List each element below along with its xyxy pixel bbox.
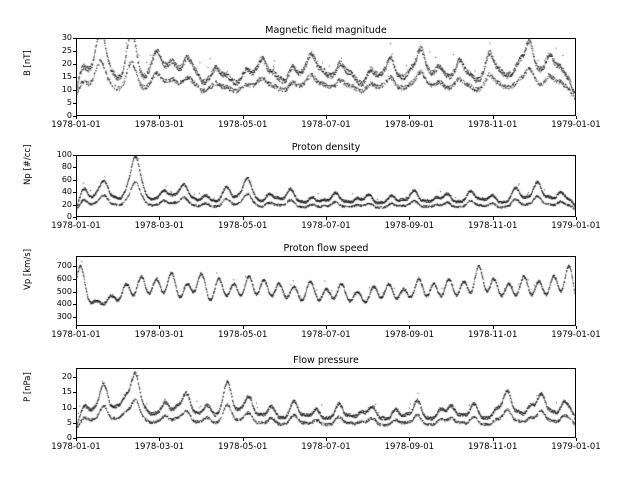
y-tick-label: 15	[61, 387, 72, 397]
x-tick-label: 1978-07-01	[301, 221, 351, 231]
y-tick-label: 0	[66, 111, 72, 120]
x-tick-label: 1978-01-01	[51, 330, 101, 340]
y-tick-mark	[73, 423, 76, 424]
x-tick-label: 1978-03-01	[134, 330, 185, 340]
x-tick-mark	[576, 217, 577, 220]
x-tick-label: 1978-01-01	[51, 221, 101, 231]
x-tick-mark	[76, 217, 77, 220]
x-tick-mark	[159, 217, 160, 220]
y-tick-mark	[73, 180, 76, 181]
y-tick-mark	[73, 292, 76, 293]
x-tick-label: 1978-01-01	[51, 120, 101, 130]
x-tick-label: 1979-01-01	[551, 442, 601, 452]
y-tick-label: 30	[61, 33, 72, 42]
x-tick-mark	[243, 116, 244, 119]
y-tick-mark	[73, 377, 76, 378]
y-tick-label: 20	[61, 199, 72, 209]
x-tick-mark	[159, 326, 160, 329]
x-tick-label: 1978-11-01	[467, 330, 518, 340]
panel-title: Proton density	[291, 142, 361, 153]
x-tick-mark	[326, 326, 327, 329]
x-tick-label: 1978-05-01	[217, 330, 268, 340]
panel-title: Flow pressure	[293, 355, 359, 366]
y-tick-mark	[73, 205, 76, 206]
x-tick-label: 1978-03-01	[134, 120, 185, 130]
y-tick-label: 15	[61, 72, 72, 81]
y-tick-label: 700	[56, 261, 72, 271]
x-tick-mark	[326, 438, 327, 441]
x-tick-label: 1978-01-01	[51, 442, 101, 452]
y-tick-mark	[73, 266, 76, 267]
x-tick-mark	[409, 438, 410, 441]
x-tick-label: 1978-11-01	[467, 442, 518, 452]
y-tick-label: 5	[66, 417, 72, 427]
x-tick-mark	[576, 326, 577, 329]
x-tick-mark	[409, 217, 410, 220]
x-tick-label: 1978-03-01	[134, 442, 185, 452]
y-tick-mark	[73, 51, 76, 52]
y-tick-label: 600	[56, 273, 72, 283]
x-tick-label: 1978-09-01	[384, 120, 435, 130]
x-tick-mark	[76, 326, 77, 329]
x-tick-label: 1978-07-01	[301, 120, 351, 130]
x-tick-mark	[159, 116, 160, 119]
y-tick-mark	[73, 192, 76, 193]
x-tick-label: 1978-07-01	[301, 442, 351, 452]
y-tick-mark	[73, 408, 76, 409]
y-tick-label: 40	[61, 187, 72, 197]
panel-magnetic-field-magnitude	[76, 25, 576, 116]
x-tick-mark	[409, 326, 410, 329]
x-tick-label: 1978-05-01	[217, 221, 268, 231]
data-points	[76, 368, 576, 438]
y-tick-label: 400	[56, 299, 72, 309]
y-tick-label: 500	[56, 286, 72, 296]
y-tick-mark	[73, 317, 76, 318]
x-tick-label: 1979-01-01	[551, 330, 601, 340]
y-tick-label: 10	[61, 402, 72, 412]
y-tick-mark	[73, 279, 76, 280]
y-tick-mark	[73, 167, 76, 168]
x-tick-mark	[493, 438, 494, 441]
x-tick-mark	[243, 217, 244, 220]
x-tick-mark	[76, 438, 77, 441]
y-tick-label: 0	[66, 212, 72, 221]
y-tick-mark	[73, 90, 76, 91]
panel-title: Magnetic field magnitude	[265, 25, 387, 36]
x-tick-mark	[576, 438, 577, 441]
x-tick-mark	[409, 116, 410, 119]
panel-title: Proton flow speed	[283, 243, 369, 254]
x-tick-mark	[76, 116, 77, 119]
x-tick-label: 1978-05-01	[217, 120, 268, 130]
x-tick-mark	[493, 326, 494, 329]
panel-flow-pressure	[76, 355, 576, 438]
x-tick-label: 1978-11-01	[467, 221, 518, 231]
y-tick-mark	[73, 64, 76, 65]
data-points	[76, 155, 576, 217]
y-tick-mark	[73, 77, 76, 78]
y-tick-mark	[73, 38, 76, 39]
y-tick-label: 300	[56, 312, 72, 322]
y-tick-label: 100	[56, 150, 72, 159]
x-tick-mark	[493, 116, 494, 119]
x-tick-mark	[493, 217, 494, 220]
y-tick-label: 0	[66, 433, 72, 442]
y-tick-label: 10	[61, 85, 72, 94]
y-tick-label: 20	[61, 59, 72, 68]
x-tick-label: 1978-11-01	[467, 120, 518, 130]
x-tick-label: 1978-09-01	[384, 442, 435, 452]
x-tick-mark	[243, 438, 244, 441]
x-tick-label: 1978-09-01	[384, 221, 435, 231]
x-tick-mark	[326, 116, 327, 119]
y-tick-label: 60	[61, 174, 72, 184]
y-tick-label: 25	[61, 46, 72, 55]
x-tick-mark	[326, 217, 327, 220]
y-tick-label: 80	[61, 162, 72, 172]
data-points	[76, 38, 576, 116]
x-tick-label: 1978-09-01	[384, 330, 435, 340]
x-tick-label: 1979-01-01	[551, 120, 601, 130]
y-tick-mark	[73, 304, 76, 305]
x-tick-label: 1978-05-01	[217, 442, 268, 452]
y-tick-label: 5	[66, 98, 72, 107]
x-tick-label: 1979-01-01	[551, 221, 601, 231]
panel-proton-density	[76, 142, 576, 217]
x-tick-label: 1978-03-01	[134, 221, 185, 231]
data-points	[76, 256, 576, 326]
x-tick-mark	[159, 438, 160, 441]
y-tick-mark	[73, 103, 76, 104]
panel-proton-flow-speed	[76, 243, 576, 326]
x-tick-mark	[243, 326, 244, 329]
y-tick-mark	[73, 155, 76, 156]
x-tick-mark	[576, 116, 577, 119]
y-tick-mark	[73, 392, 76, 393]
y-tick-label: 20	[61, 372, 72, 382]
figure-canvas: Magnetic field magnitude Proton density Proton flow speed Flow pressure B [nT] 0 5 10 15 20 25 30 1978-01-01 1978-03-01 1978-05-01 1978-07-01 1978-09-01 1978-11-01 1979-01-01 Np [#/cc] 0 20 40 60 80 100 1978-01-01 1978-03-01 1978-05-01 1978-07-01 1978-09-01 1978-11-01 1979-01-01 Vp [km/s] 300 400 500 600 700 1978-01-01 1978-03-01 1978-05-01 1978-07-01 1978-09-01 1978-11-01 1979-01-01 P [nPa] 0 5 10 15 20 1978-01-01 1978-03-01 1978-05-01 1978-07-01 1978-09-01 1978-11-01 1979-01-01	[0, 0, 640, 480]
x-tick-label: 1978-07-01	[301, 330, 351, 340]
